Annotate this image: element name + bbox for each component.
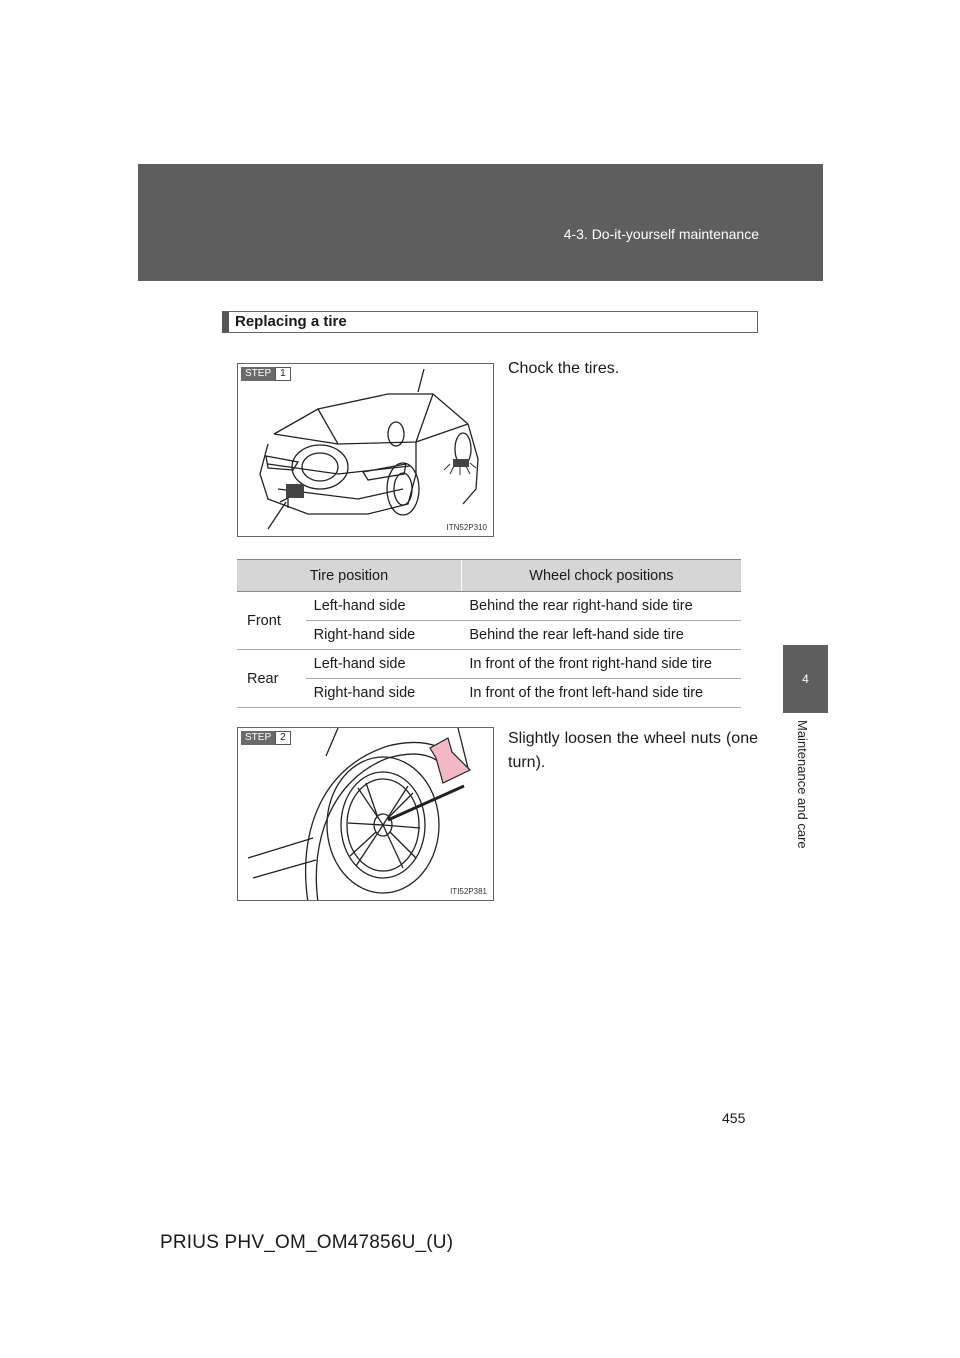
chock-position-cell: Behind the rear left-hand side tire <box>461 621 741 650</box>
side-cell: Right-hand side <box>306 621 462 650</box>
chock-position-cell: Behind the rear right-hand side tire <box>461 592 741 621</box>
side-cell: Right-hand side <box>306 679 462 708</box>
page-number: 455 <box>722 1110 746 1126</box>
tire-position-cell: Front <box>237 592 306 650</box>
step-1-figure-code: ITN52P310 <box>446 523 487 532</box>
chapter-label: Maintenance and care <box>795 720 810 849</box>
chock-position-cell: In front of the front right-hand side tire <box>461 650 741 679</box>
section-heading: Replacing a tire <box>222 311 758 333</box>
step-2-figure-code: ITI52P381 <box>450 887 487 896</box>
table-row <box>237 650 741 679</box>
table-row <box>237 621 741 650</box>
step-2-badge <box>241 731 291 745</box>
step-1-figure <box>237 363 494 537</box>
chapter-number: 4 <box>802 672 809 686</box>
step-2-number: 2 <box>275 731 291 745</box>
chock-position-cell: In front of the front left-hand side tire <box>461 679 741 708</box>
car-illustration <box>238 364 494 537</box>
table-header-row <box>237 560 741 592</box>
header-section-title: 4-3. Do-it-yourself maintenance <box>563 226 759 242</box>
step-2-figure <box>237 727 494 901</box>
wheel-chock-table <box>237 559 741 708</box>
step-1-number: 1 <box>275 367 291 381</box>
table-header-tire-position: Tire position <box>237 560 461 592</box>
side-cell: Left-hand side <box>306 650 462 679</box>
step-2-text: Slightly loosen the wheel nuts (one turn). <box>508 730 758 771</box>
header-band <box>138 164 823 281</box>
step-1-badge <box>241 367 291 381</box>
step-1-text: Chock the tires. <box>508 360 620 377</box>
chapter-tab <box>783 645 828 713</box>
wheel-wrench-illustration <box>238 728 494 901</box>
table-row <box>237 679 741 708</box>
table-row <box>237 592 741 621</box>
tire-position-cell: Rear <box>237 650 306 708</box>
side-cell: Left-hand side <box>306 592 462 621</box>
step-1-label: STEP <box>241 367 275 381</box>
step-2-label: STEP <box>241 731 275 745</box>
footer-model-code: PRIUS PHV_OM_OM47856U_(U) <box>160 1232 454 1253</box>
table-header-chock-positions: Wheel chock positions <box>461 560 741 592</box>
